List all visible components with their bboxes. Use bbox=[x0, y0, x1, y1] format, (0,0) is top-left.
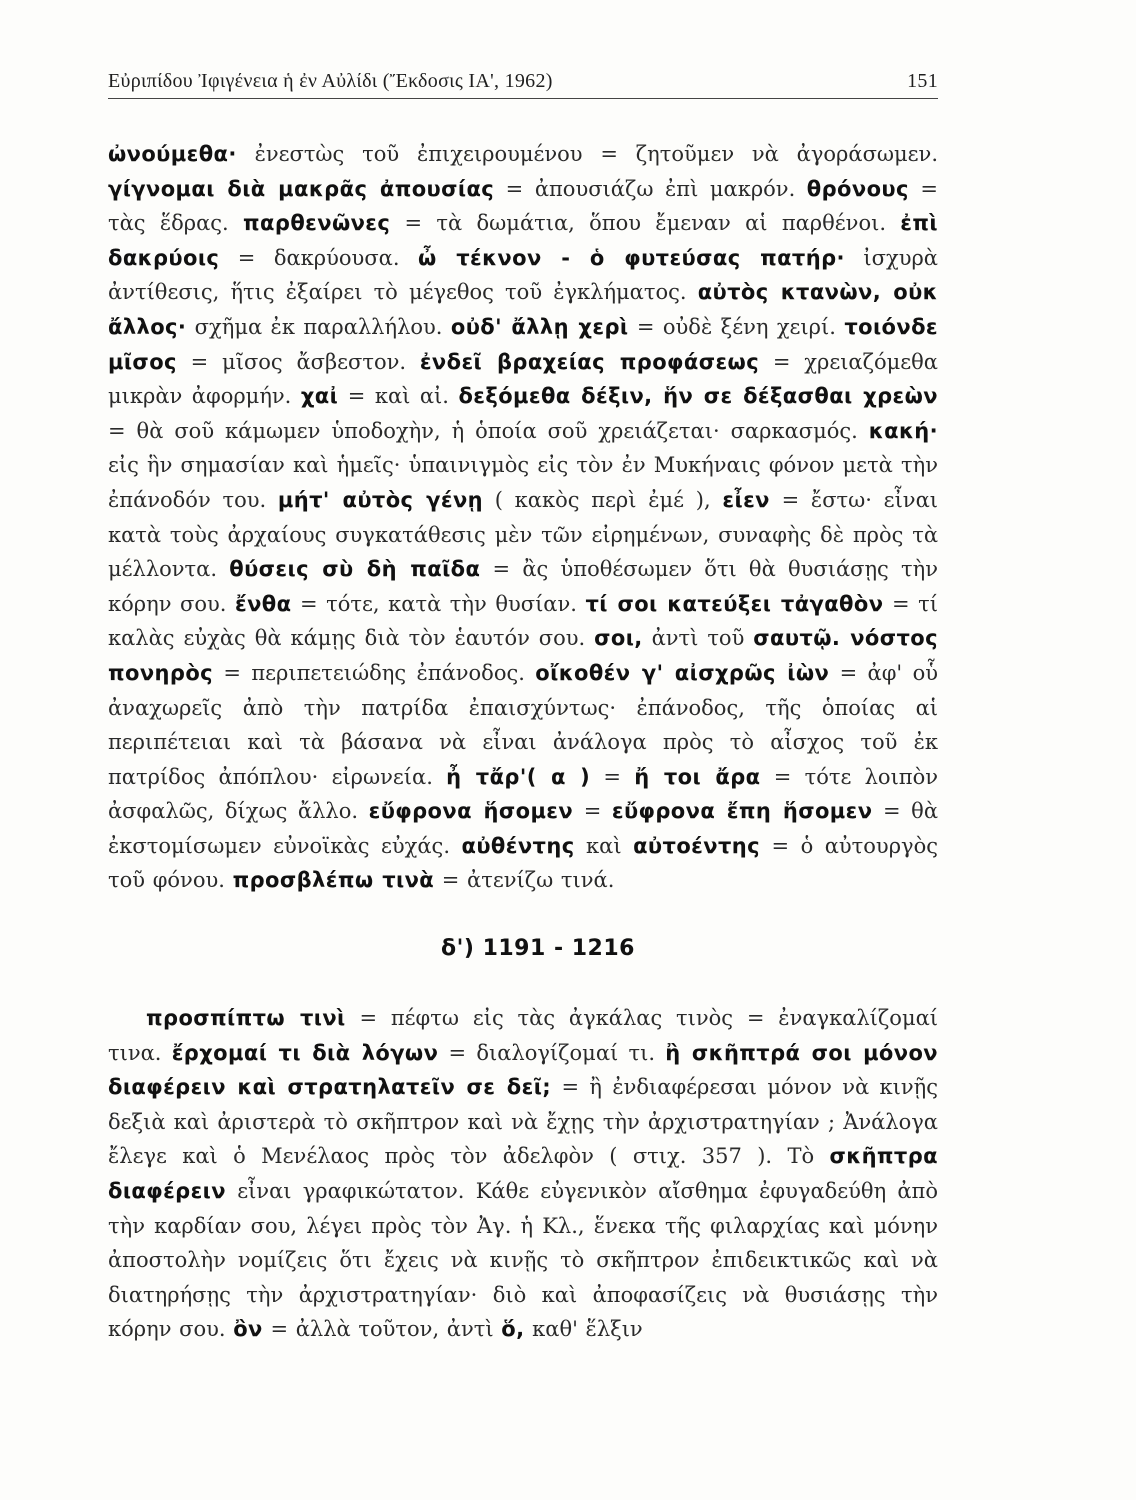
lemma-term: ἢ σκῆπτρά σοι μόνον διαφέρειν καὶ στρατηλατεῖν σε δεῖ; bbox=[108, 1040, 938, 1100]
gloss-text: ἀντὶ τοῦ bbox=[642, 626, 754, 651]
commentary-paragraph-2 bbox=[108, 1001, 938, 1347]
gloss-text: = ἀφ' οὗ ἀναχωρεῖς ἀπὸ τὴν πατρίδα ἐπαισχύντως· ἐπάνοδος, τῆς ὁποίας αἱ περιπέτειαι καὶ τὰ βάσανα νὰ εἶναι ἀνάλογα πρὸς τὸ αἶσχος τοῦ ἐκ πατρίδος ἀπόπλου· εἰρωνεία. bbox=[108, 660, 938, 789]
gloss-text: = bbox=[573, 799, 612, 824]
gloss-text: ἐνεστὼς τοῦ ἐπιχειρουμένου = ζητοῦμεν νὰ ἀγοράσωμεν. bbox=[236, 142, 938, 166]
lemma-term: ὠνούμεθα· bbox=[108, 142, 237, 166]
lemma-term: προσπίπτω τινὶ bbox=[146, 1006, 346, 1031]
gloss-text: = περιπετειώδης ἐπάνοδος. bbox=[213, 660, 536, 685]
lemma-term: ἐνδεῖ βραχείας προφάσεως bbox=[419, 349, 760, 374]
gloss-text: = τὰ δωμάτια, ὅπου ἔμεναν αἱ παρθένοι. bbox=[390, 211, 901, 236]
gloss-text: = ἂς ὑποθέσωμεν ὅτι θὰ θυσιάσῃς τὴν κόρην σου. bbox=[108, 557, 939, 616]
gloss-text: = πέφτω εἰς τὰς ἀγκάλας τινὸς = ἐναγκαλίζομαί τινα. bbox=[108, 1006, 939, 1065]
gloss-text: εἶναι γραφικώτατον. Κάθε εὐγενικὸν αἴσθημα ἐφυγαδεύθη ἀπὸ τὴν καρδίαν σου, λέγει πρὸς τὸν Ἀγ. ἡ Κλ., ἕνεκα τῆς φιλαρχίας καὶ μόνην ἀποστολὴν νομίζεις ὅτι ἔχεις νὰ κινῇς τὸ σκῆπτρον ἐπιδεικτικῶς καὶ νὰ διατηρήσῃς τὴν ἀρχιστρατηγίαν· διὸ καὶ ἀποφασίζεις νὰ θυσιάσῃς τὴν κόρην σου. bbox=[108, 1179, 938, 1342]
gloss-text: = ἀτενίζω τινά. bbox=[434, 868, 615, 893]
lemma-term: ἔνθα bbox=[235, 591, 292, 616]
gloss-text: = ἀλλὰ τοῦτον, ἀντὶ bbox=[262, 1317, 502, 1342]
page bbox=[108, 66, 938, 1347]
lemma-term: ἔρχομαί τι διὰ λόγων bbox=[171, 1040, 439, 1065]
gloss-text: = δακρύουσα. bbox=[219, 245, 419, 270]
lemma-term: θρόνους bbox=[806, 176, 909, 201]
commentary-paragraph-1 bbox=[108, 137, 938, 898]
lemma-term: χαἰ bbox=[300, 384, 339, 409]
lemma-term: τοιόνδε μῖσος bbox=[108, 314, 939, 374]
gloss-text: ἰσχυρὰ ἀντίθεσις, ἥτις ἐξαίρει τὸ μέγεθος τοῦ ἐγκλήματος. bbox=[108, 245, 938, 305]
gloss-text: = τότε, κατὰ τὴν θυσίαν. bbox=[291, 591, 586, 616]
lemma-term: παρθενῶνες bbox=[243, 211, 391, 236]
lemma-term: ἐπὶ δακρύοις bbox=[108, 211, 938, 270]
lemma-term: δεξόμεθα δέξιν, ἥν σε δέξασθαι χρεὼν bbox=[458, 384, 938, 409]
lemma-term: μήτ' αὐτὸς γένῃ bbox=[277, 487, 484, 512]
lemma-term: εἶεν bbox=[722, 487, 770, 512]
lemma-term: σοι, bbox=[594, 626, 643, 651]
lemma-term: ἦ τἄρ'( α ) bbox=[446, 764, 591, 789]
gloss-text: = ὁ αὐτουργὸς τοῦ φόνου. bbox=[108, 833, 939, 893]
gloss-text: καθ' ἕλξιν bbox=[524, 1317, 643, 1342]
header-title: Εὐριπίδου Ἰφιγένεια ἡ ἐν Αὐλίδι (Ἔκδοσις ΙΑ', 1962) bbox=[108, 70, 553, 92]
gloss-text: = καὶ αἰ. bbox=[338, 384, 459, 409]
gloss-text: εἰς ἣν σημασίαν καὶ ἡμεῖς· ὑπαινιγμὸς εἰς τὸν ἐν Μυκήναις φόνον μετὰ τὴν ἐπάνοδόν του. bbox=[108, 453, 938, 512]
gloss-text: = τότε λοιπὸν ἀσφαλῶς, δίχως ἄλλο. bbox=[108, 764, 939, 824]
lemma-term: οἴκοθέν γ' αἰσχρῶς ἰὼν bbox=[535, 660, 830, 685]
gloss-text: = διαλογίζομαί τι. bbox=[438, 1040, 666, 1065]
gloss-text: = ἀπουσιάζω ἐπὶ μακρόν. bbox=[494, 176, 807, 201]
lemma-term: ἤ τοι ἄρα bbox=[634, 764, 761, 789]
gloss-text: = θὰ σοῦ κάμωμεν ὑποδοχὴν, ἡ ὁποία σοῦ χρειάζεται· σαρκασμός. bbox=[108, 418, 869, 443]
lemma-term: εὔφρονα ἔπη ἥσομεν bbox=[611, 799, 873, 824]
lemma-term: κακή· bbox=[868, 418, 938, 443]
gloss-text: σχῆμα ἐκ παραλλήλου. bbox=[186, 314, 451, 339]
gloss-text: = ἔστω· εἶναι κατὰ τοὺς ἀρχαίους συγκατάθεσις μὲν τῶν εἰρημένων, συναφὴς δὲ πρὸς τὰ μέλλοντα. bbox=[108, 487, 938, 582]
lemma-term: ὂν bbox=[233, 1317, 263, 1342]
gloss-text: = μῖσος ἄσβεστον. bbox=[176, 349, 420, 374]
gloss-text: ( κακὸς περὶ ἐμέ ), bbox=[483, 487, 723, 512]
page-number: 151 bbox=[907, 70, 938, 92]
lemma-term: γίγνομαι διὰ μακρᾶς ἀπουσίας bbox=[108, 176, 495, 201]
gloss-text: = ἢ ἐνδιαφέρεσαι μόνον νὰ κινῇς δεξιὰ καὶ ἀριστερὰ τὸ σκῆπτρον καὶ νὰ ἔχῃς τὴν ἀρχιστρατηγίαν ; Ἀνάλογα ἔλεγε καὶ ὁ Μενέλαος πρὸς τὸν ἀδελφὸν ( στιχ. 357 ). Τὸ bbox=[108, 1075, 939, 1169]
lemma-term: ὦ τέκνον - ὁ φυτεύσας πατήρ· bbox=[418, 245, 845, 270]
lemma-term: τί σοι κατεύξει τἀγαθὸν bbox=[585, 591, 884, 616]
lemma-term: αὐθέντης bbox=[461, 833, 575, 858]
running-header bbox=[108, 66, 938, 99]
lemma-term: προσβλέπω τινὰ bbox=[232, 868, 435, 893]
gloss-text: = τὰς ἕδρας. bbox=[108, 176, 938, 236]
lemma-term: σαυτῷ. νόστος πονηρὸς bbox=[108, 626, 938, 685]
section-heading: δ') 1191 - 1216 bbox=[441, 936, 635, 962]
lemma-term: θύσεις σὺ δὴ παῖδα bbox=[229, 557, 481, 582]
lemma-term: οὐδ' ἄλλῃ χερὶ bbox=[450, 314, 629, 339]
lemma-term: σκῆπτρα διαφέρειν bbox=[108, 1144, 938, 1204]
gloss-text: καὶ bbox=[574, 833, 634, 858]
gloss-text: = θὰ ἐκστομίσωμεν εὐνοϊκὰς εὐχάς. bbox=[108, 799, 938, 858]
gloss-text: = οὐδὲ ξένη χειρί. bbox=[628, 314, 845, 339]
lemma-term: αὐτοέντης bbox=[633, 833, 760, 858]
gloss-text: = bbox=[590, 764, 635, 789]
lemma-term: εὔφρονα ἥσομεν bbox=[368, 799, 574, 824]
lemma-term: αὐτὸς κτανὼν, οὐκ ἄλλος· bbox=[108, 280, 938, 339]
gloss-text: = τί καλὰς εὐχὰς θὰ κάμῃς διὰ τὸν ἑαυτόν σου. bbox=[108, 591, 938, 651]
lemma-term: ὅ, bbox=[501, 1317, 525, 1342]
gloss-text: = χρειαζόμεθα μικρὰν ἀφορμήν. bbox=[108, 349, 938, 409]
